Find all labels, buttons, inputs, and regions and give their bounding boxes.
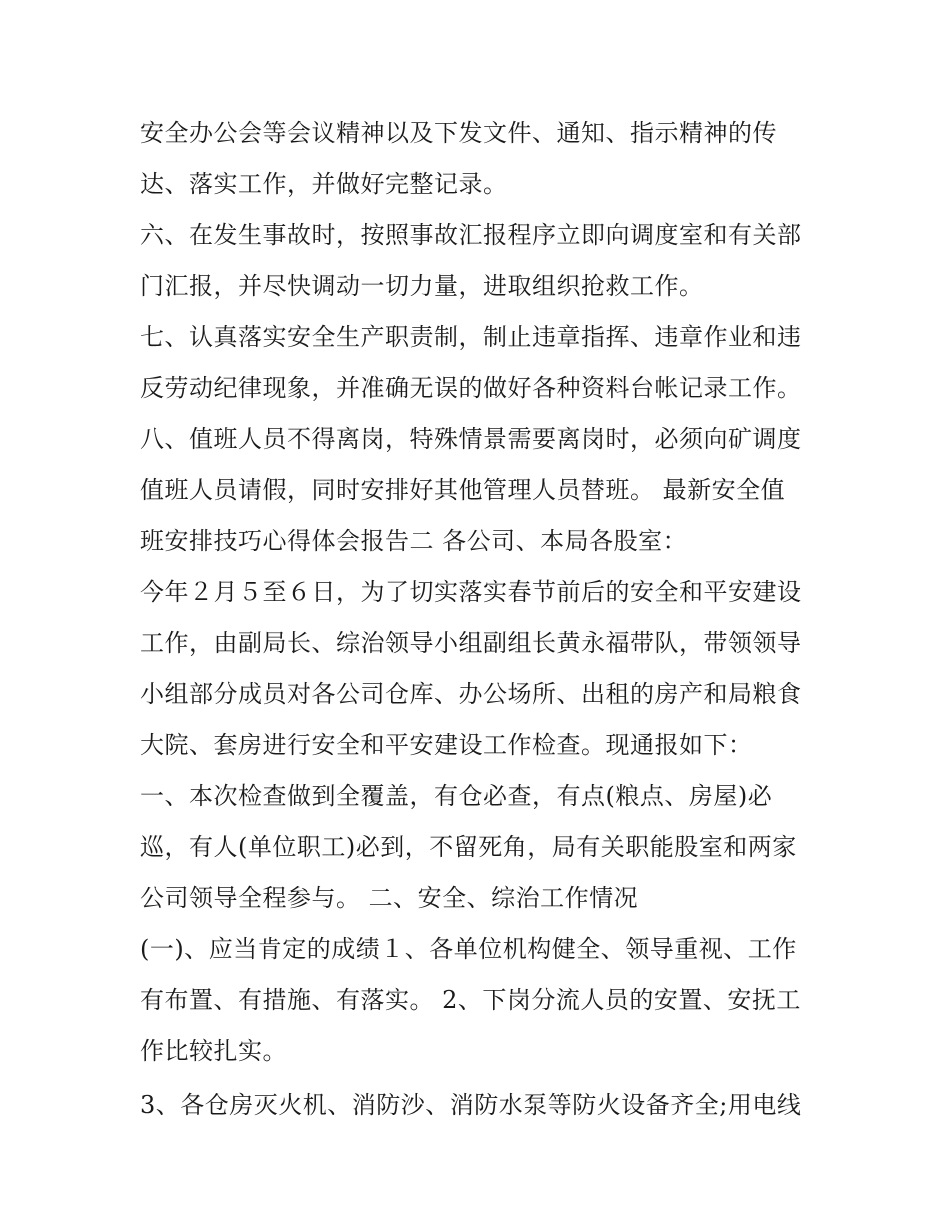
text-line: 巡，有人(单位职工)必到，不留死角，局有关职能股室和两家: [140, 833, 797, 861]
text-line: 七、认真落实安全生产职责制，制止违章指挥、违章作业和违: [140, 323, 802, 351]
text-line: 作比较扎实。: [140, 1037, 287, 1065]
text-line: 3、各仓房灭火机、消防沙、消防水泵等防火设备齐全;用电线: [140, 1091, 802, 1119]
text-line: 安全办公会等会议精神以及下发文件、通知、指示精神的传: [140, 119, 777, 147]
text-line: 值班人员请假，同时安排好其他管理人员替班。 最新安全值: [140, 476, 786, 504]
text-line: 达、落实工作，并做好完整记录。: [140, 170, 508, 198]
text-line: 小组部分成员对各公司仓库、办公场所、出租的房产和局粮食: [140, 680, 802, 708]
text-line: 公司领导全程参与。 二、安全、综治工作情况: [140, 884, 639, 912]
text-line: 八、值班人员不得离岗，特殊情景需要离岗时，必须向矿调度: [140, 425, 802, 453]
text-line: 大院、套房进行安全和平安建设工作检查。现通报如下：: [140, 731, 753, 759]
text-line: (一)、应当肯定的成绩１、各单位机构健全、领导重视、工作: [140, 935, 797, 963]
document-body: [140, 108, 820, 1131]
text-line: 今年２月５至６日，为了切实落实春节前后的安全和平安建设: [140, 578, 802, 606]
text-line: 门汇报，并尽快调动一切力量，进取组织抢救工作。: [140, 272, 704, 300]
text-line: 反劳动纪律现象，并准确无误的做好各种资料台帐记录工作。: [140, 374, 802, 402]
text-line: 工作，由副局长、综治领导小组副组长黄永福带队，带领领导: [140, 629, 802, 657]
text-line: 有布置、有措施、有落实。 2、下岗分流人员的安置、安抚工: [140, 986, 801, 1014]
text-line: 六、在发生事故时，按照事故汇报程序立即向调度室和有关部: [140, 221, 802, 249]
text-line: 一、本次检查做到全覆盖，有仓必查，有点(粮点、房屋)必: [140, 782, 773, 810]
text-line: 班安排技巧心得体会报告二 各公司、本局各股室：: [140, 527, 688, 555]
